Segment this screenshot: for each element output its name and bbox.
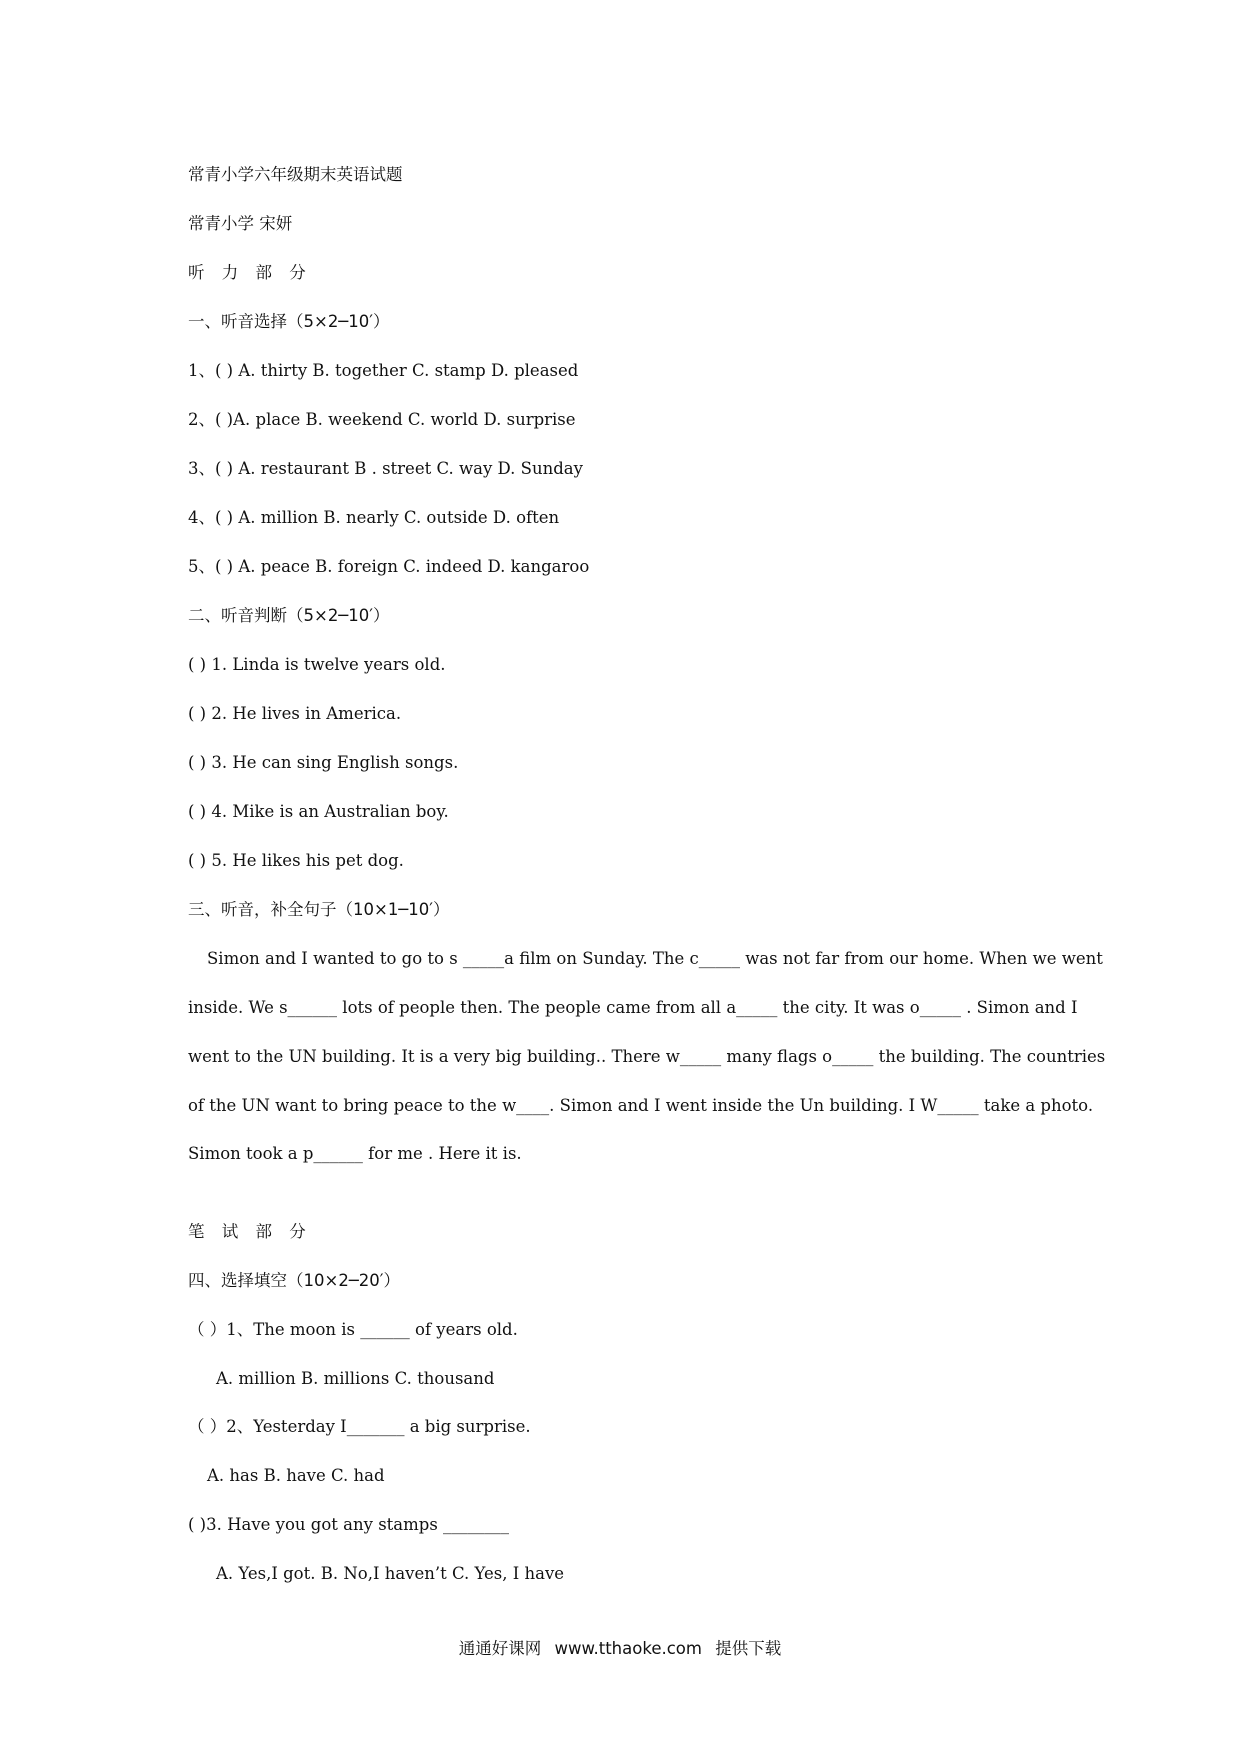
section1-heading: 一、听音选择（5×2─10′） xyxy=(188,312,390,331)
author-line: 常青小学 宋妍 xyxy=(188,214,293,233)
written-part-heading: 笔 试 部 分 xyxy=(188,1222,312,1241)
listening-part-heading: 听 力 部 分 xyxy=(188,263,312,282)
section1-item: 3、( ) A. restaurant B . street C. way D. Sunday xyxy=(188,459,583,478)
footer-suffix: 提供下载 xyxy=(715,1639,782,1658)
cloze-line: Simon and I wanted to go to s _____a film on Sunday. The c_____ was not far from our home. When we went xyxy=(207,949,1103,968)
page-footer xyxy=(0,1638,1240,1660)
footer-url[interactable]: www.tthaoke.com xyxy=(554,1639,702,1658)
section1-item: 2、( )A. place B. weekend C. world D. surprise xyxy=(188,410,576,429)
section2-item: ( ) 1. Linda is twelve years old. xyxy=(188,655,446,674)
question-1-options: A. million B. millions C. thousand xyxy=(216,1369,495,1388)
cloze-line: Simon took a p______ for me . Here it is. xyxy=(188,1144,522,1163)
question-1: （ ）1、The moon is ______ of years old. xyxy=(188,1320,518,1339)
section2-heading: 二、听音判断（5×2─10′） xyxy=(188,606,390,625)
section1-item: 4、( ) A. million B. nearly C. outside D. often xyxy=(188,508,560,527)
section1-item: 1、( ) A. thirty B. together C. stamp D. pleased xyxy=(188,361,579,380)
question-2: （ ）2、Yesterday I_______ a big surprise. xyxy=(188,1417,531,1436)
question-3-options: A. Yes,I got. B. No,I haven’t C. Yes, I have xyxy=(216,1564,565,1583)
exam-title: 常青小学六年级期末英语试题 xyxy=(188,165,403,184)
section4-heading: 四、选择填空（10×2─20′） xyxy=(188,1271,400,1290)
section2-item: ( ) 3. He can sing English songs. xyxy=(188,753,459,772)
cloze-line: went to the UN building. It is a very big building.. There w_____ many flags o_____ the building. The countries xyxy=(188,1047,1106,1066)
question-2-options: A. has B. have C. had xyxy=(207,1466,385,1485)
footer-site-name: 通通好课网 xyxy=(458,1639,542,1658)
cloze-line: inside. We s______ lots of people then. The people came from all a_____ the city. It was o_____ . Simon and I xyxy=(188,998,1078,1017)
question-3: ( )3. Have you got any stamps ________ xyxy=(188,1515,510,1534)
section2-item: ( ) 2. He lives in America. xyxy=(188,704,402,723)
section1-item: 5、( ) A. peace B. foreign C. indeed D. kangaroo xyxy=(188,557,590,576)
section2-item: ( ) 4. Mike is an Australian boy. xyxy=(188,802,449,821)
cloze-line: of the UN want to bring peace to the w____. Simon and I went inside the Un building. I W_____ take a photo. xyxy=(188,1096,1094,1115)
section2-item: ( ) 5. He likes his pet dog. xyxy=(188,851,404,870)
section3-heading: 三、听音，补全句子（10×1─10′） xyxy=(188,900,450,919)
